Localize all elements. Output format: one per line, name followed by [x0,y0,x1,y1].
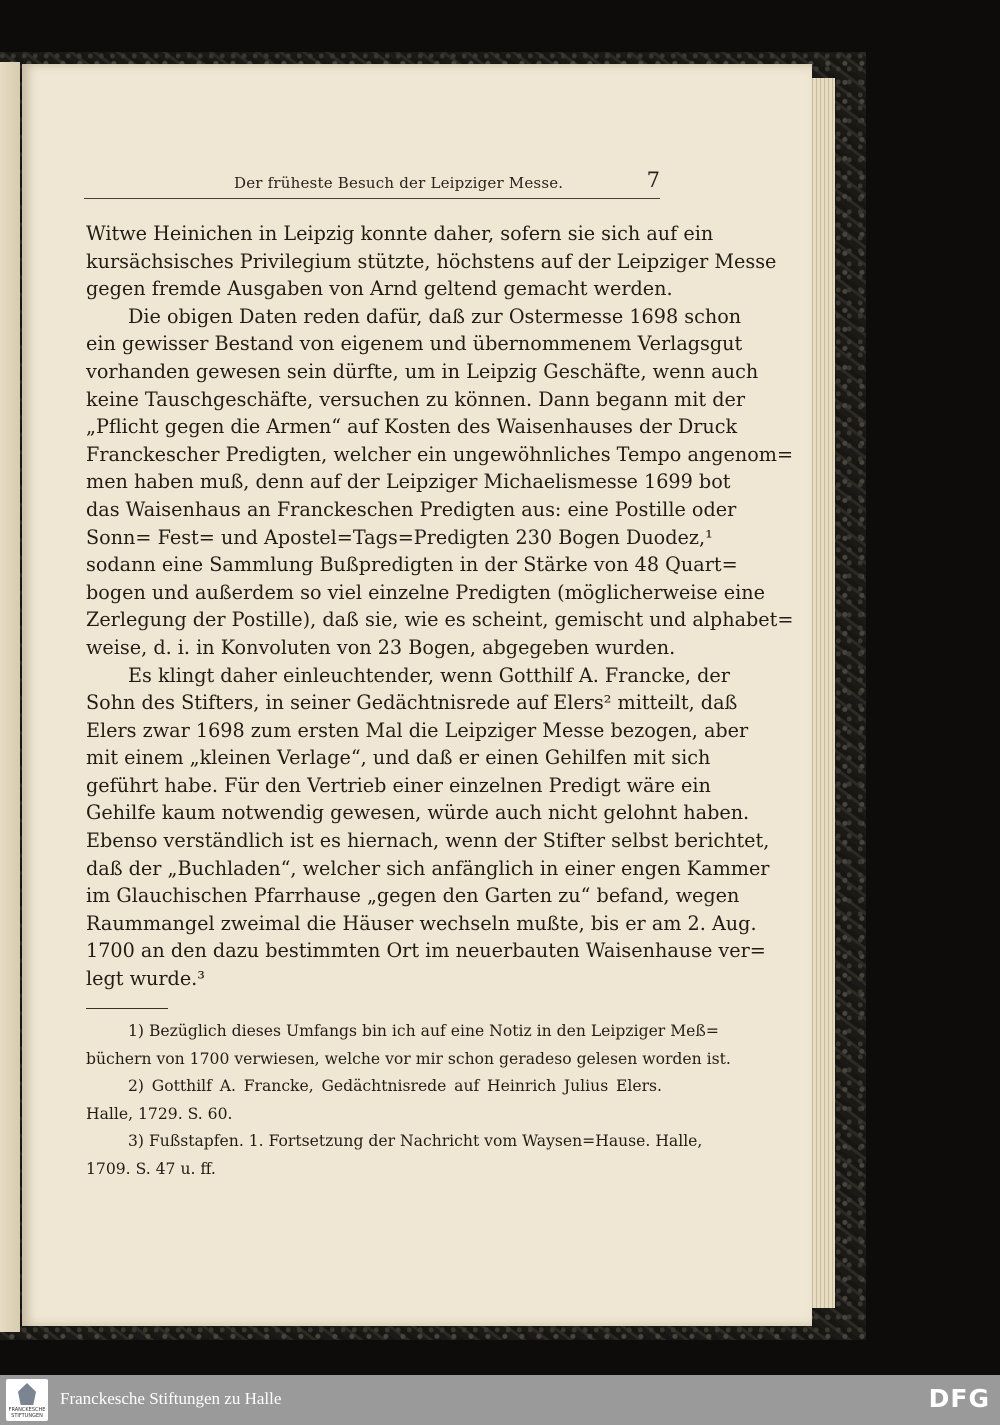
text-line: Sohn des Stifters, in seiner Gedächtnisrede auf Elers² mitteilt, daß [86,691,738,715]
text-line: gegen fremde Ausgaben von Arnd geltend gemacht werden. [86,277,673,301]
text-line: men haben muß, denn auf der Leipziger Michaelismesse 1699 bot [86,470,731,494]
text-line: bogen und außerdem so viel einzelne Predigten (möglicherweise eine [86,580,765,604]
text-line: keine Tauschgeschäfte, versuchen zu können. Dann begann mit der [86,387,745,411]
text-line: im Glauchischen Pfarrhause „gegen den Garten zu“ befand, wegen [86,884,740,908]
footnote-line: 3) Fußstapfen. 1. Fortsetzung der Nachricht vom Waysen=Hause. Halle, [128,1132,703,1151]
text-line: vorhanden gewesen sein dürfte, um in Leipzig Geschäfte, wenn auch [86,359,759,383]
text-line: geführt habe. Für den Vertrieb einer einzelnen Predigt wäre ein [86,773,711,797]
viewer-footer [0,1375,1000,1425]
institution-name[interactable]: Franckesche Stiftungen zu Halle [60,1389,282,1408]
text-line: weise, d. i. in Konvoluten von 23 Bogen, abgegeben wurden. [86,635,676,659]
building-icon [18,1383,36,1405]
logo-text: FRANCKESCHE STIFTUNGEN [8,1407,46,1419]
text-line: 1700 an den dazu bestimmten Ort im neuerbauten Waisenhause ver= [86,939,766,963]
text-line: Witwe Heinichen in Leipzig konnte daher, sofern sie sich auf ein [86,222,714,245]
left-page-edge [0,62,20,1332]
dfg-logo[interactable]: DFG [928,1384,990,1413]
text-line: Ebenso verständlich ist es hiernach, wenn der Stifter selbst berichtet, [86,829,770,853]
text-line: sodann eine Sammlung Bußpredigten in der Stärke von 48 Quart= [86,553,738,577]
footnote-line: 1709. S. 47 u. ff. [86,1159,216,1178]
text-line: Es klingt daher einleuchtender, wenn Gotthilf A. Francke, der [128,663,730,687]
text-line: ein gewisser Bestand von eigenem und übernommenem Verlagsgut [86,332,743,356]
text-line: das Waisenhaus an Franckeschen Predigten aus: eine Postille oder [86,497,737,521]
footnote-line: Halle, 1729. S. 60. [86,1104,233,1123]
text-line: daß der „Buchladen“, welcher sich anfänglich in einer engen Kammer [86,856,770,880]
text-line: Zerlegung der Postille), daß sie, wie es scheint, gemischt und alphabet= [86,608,794,632]
franckesche-logo[interactable] [6,1379,48,1421]
footnotes [86,1020,731,1186]
text-line: kursächsisches Privilegium stützte, höchstens auf der Leipziger Messe [86,249,777,273]
footnote-line: 1) Bezüglich dieses Umfangs bin ich auf eine Notiz in den Leipziger Meß= [128,1022,719,1040]
text-line: Raummangel zweimal die Häuser wechseln mußte, bis er am 2. Aug. [86,911,757,935]
text-line: „Pflicht gegen die Armen“ auf Kosten des Waisenhauses der Druck [86,415,738,439]
text-line: Die obigen Daten reden dafür, daß zur Ostermesse 1698 schon [128,304,742,328]
text-line: mit einem „kleinen Verlage“, und daß er einen Gehilfen mit sich [86,746,711,770]
text-line: Elers zwar 1698 zum ersten Mal die Leipziger Messe bezogen, aber [86,718,749,742]
running-title: Der früheste Besuch der Leipziger Messe. [234,174,564,192]
text-line: legt wurde.³ [86,967,205,991]
page-number: 7 [646,168,660,192]
text-line: Sonn= Fest= und Apostel=Tags=Predigten 230 Bogen Duodez,¹ [86,525,713,549]
footnote-line: büchern von 1700 verwiesen, welche vor mir schon geradeso gelesen worden ist. [86,1049,731,1068]
running-head [84,170,660,199]
body-text [86,220,794,993]
text-line: Gehilfe kaum notwendig gewesen, würde auch nicht gelohnt haben. [86,801,750,825]
footnote-line: 2) Gotthilf A. Francke, Gedächtnisrede auf Heinrich Julius Elers. [128,1077,662,1096]
footnote-rule [86,1008,168,1009]
text-line: Franckescher Predigten, welcher ein ungewöhnliches Tempo angenom= [86,442,794,466]
